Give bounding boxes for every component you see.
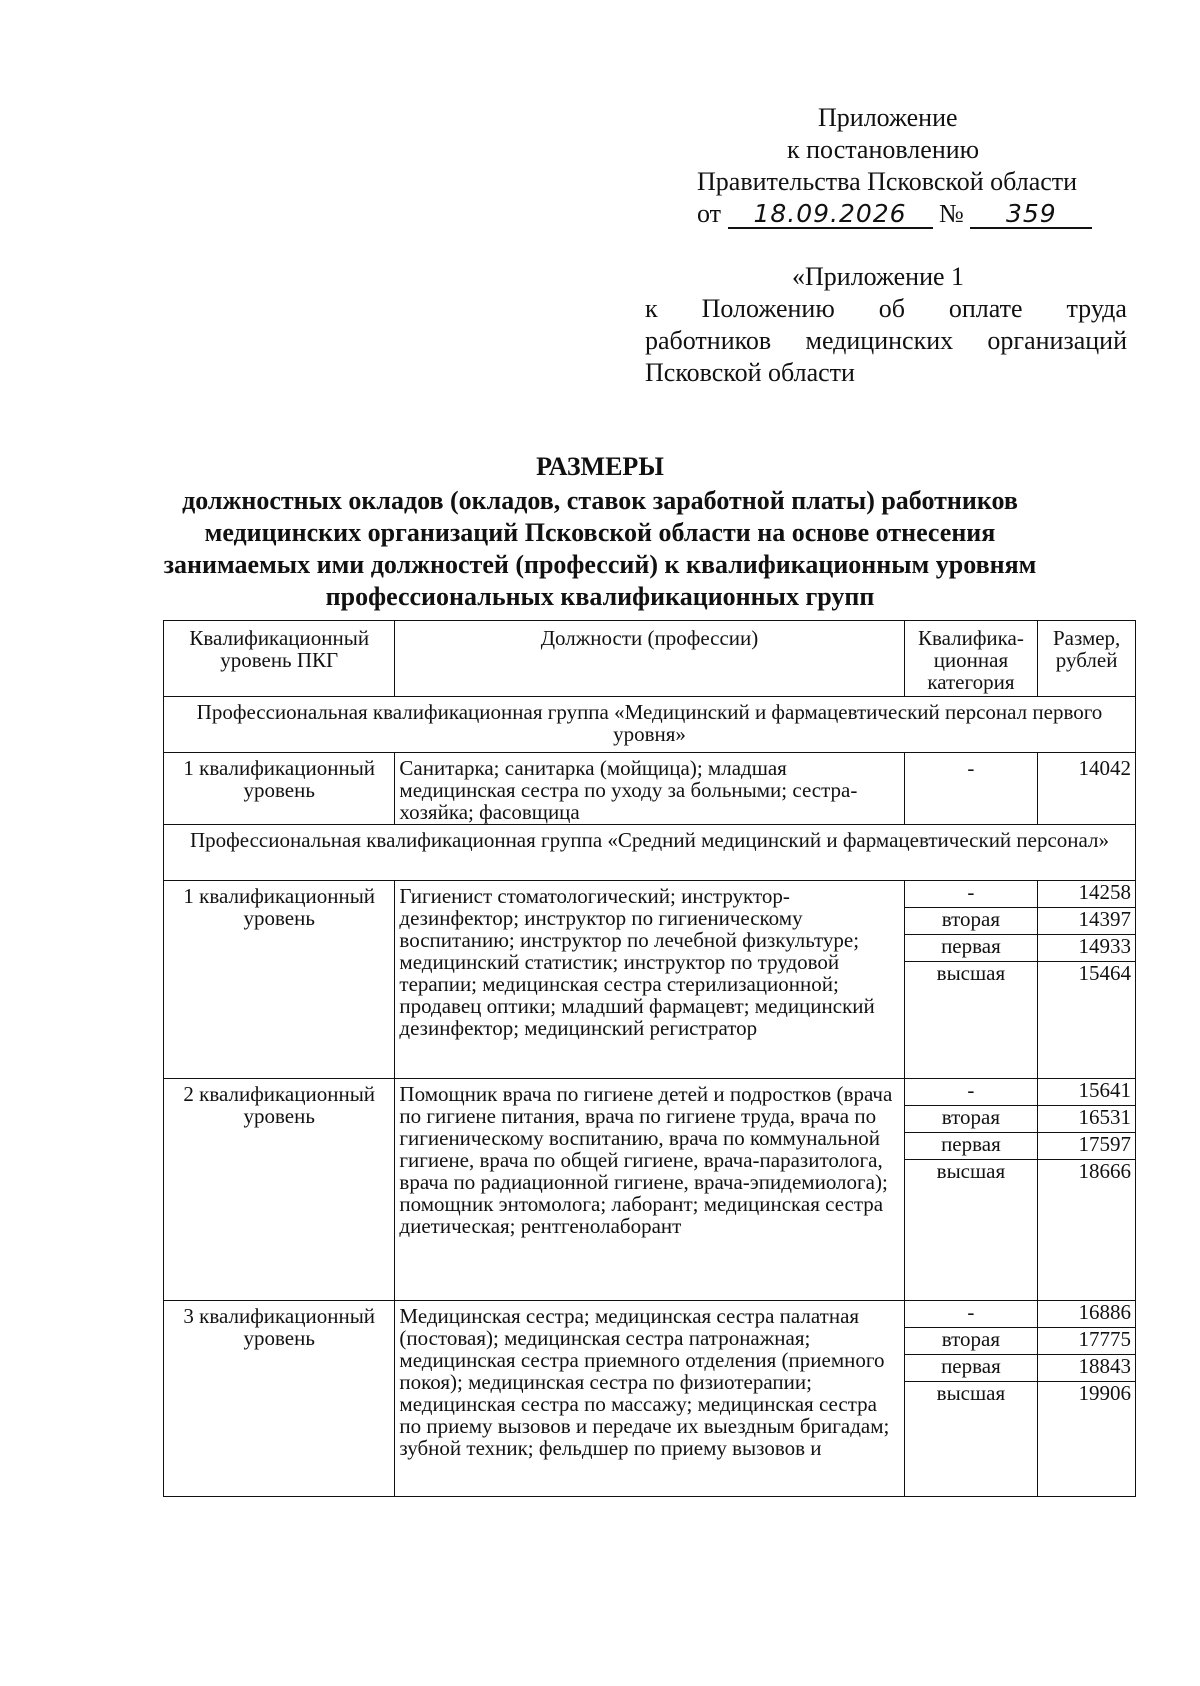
annex-word: об — [878, 294, 905, 323]
group-row — [164, 697, 1136, 753]
document-title: РАЗМЕРЫ — [536, 452, 664, 481]
category-cell — [904, 1301, 1038, 1497]
amount-value: 18666 — [1078, 1159, 1131, 1183]
document-subtitle-line-3: занимаемых ими должностей (профессий) к квалификационным уровням — [163, 550, 1037, 579]
annex-title-line: «Приложение 1 — [792, 262, 965, 291]
category-value: вторая — [905, 908, 1038, 935]
amount-value: 17775 — [1038, 1328, 1135, 1355]
positions-cell: Санитарка; санитарка (мойщица); младшая медицинская сестра по уходу за больными; сестра-хозяйка; фасовщица — [395, 753, 904, 825]
annex-line-2 — [645, 294, 1127, 324]
amount-list — [1038, 1301, 1135, 1408]
table-row — [164, 1301, 1136, 1497]
amount-value: 16531 — [1038, 1106, 1135, 1133]
level-cell: 3 квалификационный уровень — [164, 1301, 395, 1497]
positions-cell: Гигиенист стоматологический; инструктор-дезинфектор; инструктор по гигиеническому воспитанию; инструктор по лечебной физкультуре; медицинский статистик; инструктор по трудовой терапии; медицинская сестра стерилизационной; продавец оптики; младший фармацевт; медицинский дезинфектор; медицинский регистратор — [395, 881, 904, 1079]
amount-value: 19906 — [1078, 1381, 1131, 1405]
amount-cell — [1038, 1301, 1136, 1497]
annex-word: медицинских — [805, 326, 954, 355]
annex-word: организаций — [987, 326, 1127, 355]
header-resolution-line: к постановлению — [787, 135, 980, 164]
annex-line-4: Псковской области — [645, 358, 855, 387]
header-date-number-line — [697, 198, 1092, 230]
category-cell: - — [904, 753, 1038, 825]
table-header-row — [164, 621, 1136, 697]
category-cell — [904, 1079, 1038, 1301]
category-value: первая — [905, 1133, 1038, 1160]
level-cell: 2 квалификационный уровень — [164, 1079, 395, 1301]
category-value: - — [905, 1301, 1038, 1328]
amount-value: 14258 — [1038, 881, 1135, 908]
number-prefix: № — [939, 199, 964, 228]
group-row — [164, 825, 1136, 881]
amount-cell — [1038, 1079, 1136, 1301]
amount-value: 16886 — [1038, 1301, 1135, 1328]
amount-cell: 14042 — [1038, 753, 1136, 825]
category-value: - — [905, 881, 1038, 908]
positions-cell: Помощник врача по гигиене детей и подростков (врача по гигиене питания, врача по гигиене труда, врача по гигиеническому воспитанию, врача по коммунальной гигиене, врача по общей гигиене, врача-паразитолога, врача по радиационной гигиене, врача-эпидемиолога); помощник энтомолога; лаборант; медицинская сестра диетическая; рентгенолаборант — [395, 1079, 904, 1301]
signed-date: 18.09.2026 — [728, 201, 933, 229]
table-row — [164, 753, 1136, 825]
category-list — [905, 1301, 1038, 1408]
level-cell: 1 квалификационный уровень — [164, 753, 395, 825]
category-value: вторая — [905, 1106, 1038, 1133]
annex-line-3 — [645, 326, 1127, 356]
amount-cell — [1038, 881, 1136, 1079]
amount-value: 15464 — [1078, 961, 1131, 985]
header-category: Квалифика-ционная категория — [904, 621, 1038, 697]
category-value: вторая — [905, 1328, 1038, 1355]
category-value: высшая — [936, 1159, 1006, 1183]
group-title: Профессиональная квалификационная группа «Средний медицинский и фармацевтический персонал» — [164, 825, 1136, 881]
header-level: Квалификационный уровень ПКГ — [164, 621, 395, 697]
salary-table — [163, 620, 1136, 1497]
category-cell — [904, 881, 1038, 1079]
category-value: высшая — [936, 961, 1006, 985]
signed-number: 359 — [970, 201, 1092, 229]
amount-value: 14397 — [1038, 908, 1135, 935]
document-subtitle-line-1: должностных окладов (окладов, ставок заработной платы) работников — [182, 486, 1018, 515]
amount-list — [1038, 1079, 1135, 1186]
category-list — [905, 881, 1038, 988]
positions-cell: Медицинская сестра; медицинская сестра палатная (постовая); медицинская сестра патронажная; медицинская сестра приемного отделения (приемного покоя); медицинская сестра по физиотерапии; медицинская сестра по массажу; медицинская сестра по приему вызовов и передаче их выездным бригадам; зубной техник; фельдшер по приему вызовов и — [395, 1301, 904, 1497]
table-row — [164, 1079, 1136, 1301]
annex-word: оплате — [948, 294, 1023, 323]
table-row — [164, 881, 1136, 1079]
category-value: первая — [905, 935, 1038, 962]
category-list — [905, 1079, 1038, 1186]
header-government-line: Правительства Псковской области — [697, 167, 1078, 196]
category-value: - — [905, 1079, 1038, 1106]
amount-list — [1038, 881, 1135, 988]
level-cell: 1 квалификационный уровень — [164, 881, 395, 1079]
header-amount: Размер, рублей — [1038, 621, 1136, 697]
annex-word: Положению — [701, 294, 835, 323]
category-value: высшая — [936, 1381, 1006, 1405]
header-appendix-line: Приложение — [818, 103, 958, 132]
annex-word: к — [645, 294, 658, 323]
header-positions: Должности (профессии) — [395, 621, 904, 697]
group-title: Профессиональная квалификационная группа «Медицинский и фармацевтический персонал первого уровня» — [164, 697, 1136, 753]
document-subtitle-line-4: профессиональных квалификационных групп — [325, 582, 875, 611]
amount-value: 18843 — [1038, 1355, 1135, 1382]
annex-word: работников — [645, 326, 772, 355]
document-subtitle-line-2: медицинских организаций Псковской области на основе отнесения — [204, 518, 996, 547]
annex-word: труда — [1066, 294, 1127, 323]
amount-value: 15641 — [1038, 1079, 1135, 1106]
amount-value: 17597 — [1038, 1133, 1135, 1160]
amount-value: 14933 — [1038, 935, 1135, 962]
date-prefix: от — [697, 199, 722, 228]
category-value: первая — [905, 1355, 1038, 1382]
